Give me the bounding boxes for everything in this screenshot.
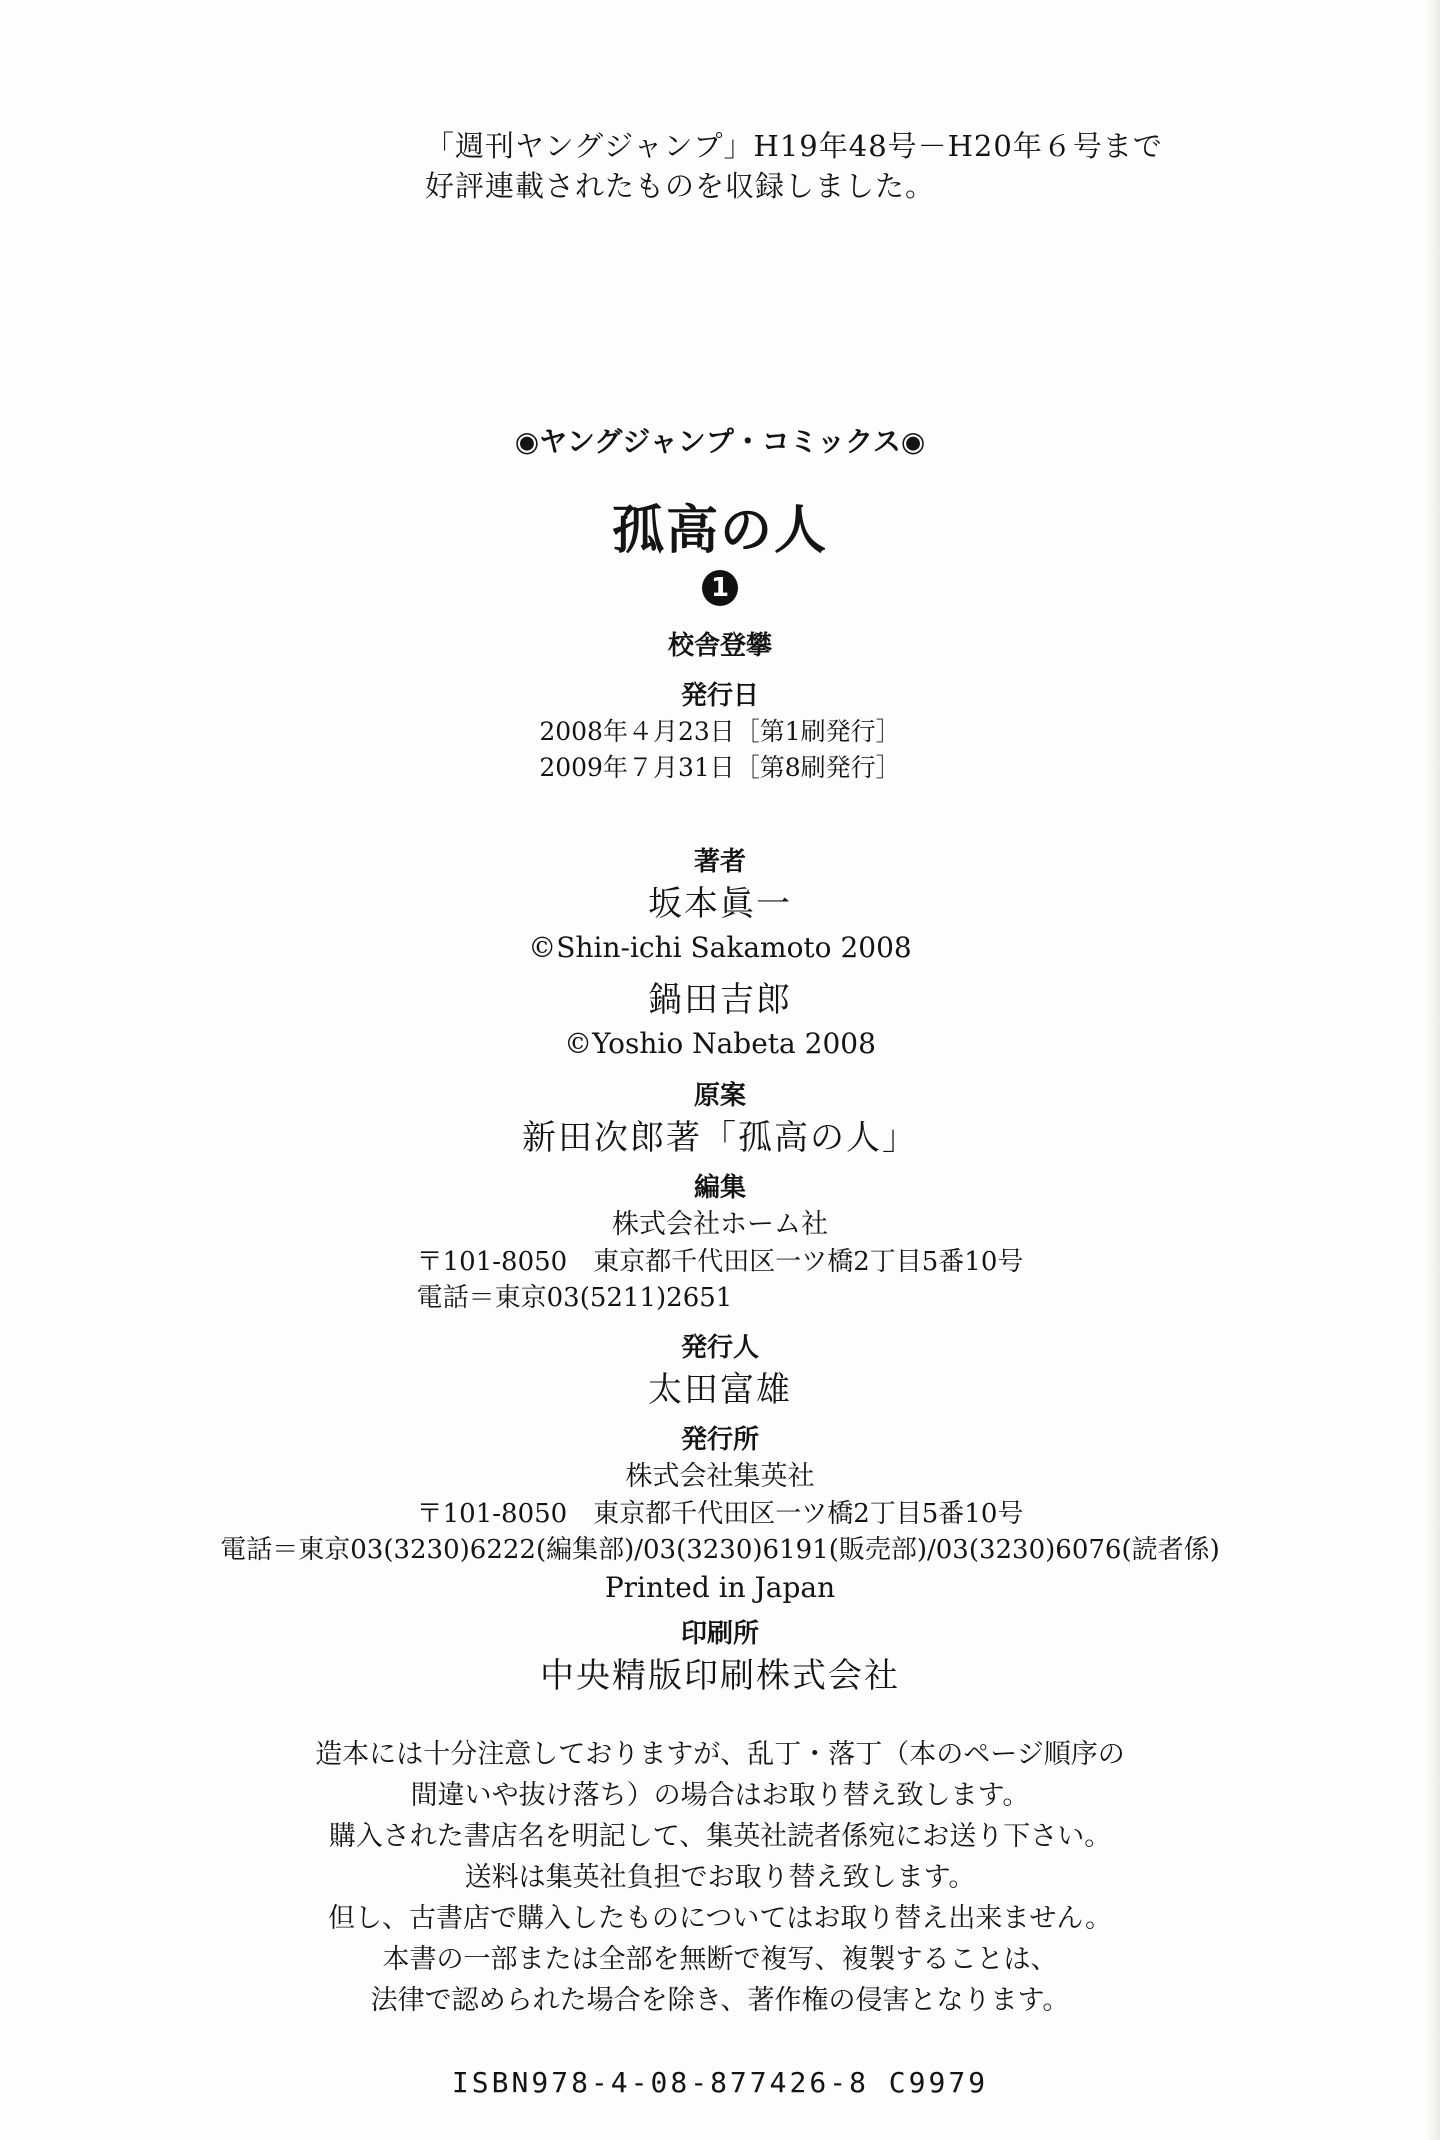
volume-row [0, 564, 1440, 614]
latest-printing-date: 2009年７月31日［第8刷発行］ [539, 753, 901, 782]
author-sakamoto: 坂本眞一 [648, 884, 792, 924]
serialization-line-1: 「週刊ヤングジャンプ」H19年48号－H20年６号まで [425, 129, 1163, 163]
editing-contact [417, 1244, 1024, 1316]
volume-badge: 1 [702, 570, 738, 606]
publisher-person-label: 発行人 [680, 1333, 759, 1363]
publisher-person-name: 太田富雄 [648, 1370, 792, 1410]
editing-phone: 電話＝東京03(5211)2651 [416, 1283, 733, 1313]
notice-line: 法律で認められた場合を除き、著作権の侵害となります。 [370, 1985, 1070, 2016]
notice-line: 送料は集英社負担でお取り替え致します。 [464, 1862, 976, 1893]
notice-line: 購入された書店名を明記して、集英社読者係宛にお送り下さい。 [328, 1821, 1112, 1852]
volume-subtitle: 校舎登攀 [667, 631, 772, 661]
author-sakamoto-copyright: ©Shin-ichi Sakamoto 2008 [528, 931, 912, 964]
book-title: 孤高の人 [611, 501, 828, 561]
notice-block [0, 1734, 1440, 2021]
publication-date-label: 発行日 [680, 681, 759, 711]
serialization-line-2: 好評連載されたものを収録しました。 [425, 169, 936, 203]
author-nabeta-copyright: ©Yoshio Nabeta 2008 [564, 1027, 876, 1060]
notice-line: 本書の一部または全部を無断で複写、複製することは、 [382, 1944, 1058, 1975]
editing-label: 編集 [693, 1173, 746, 1203]
author-nabeta: 鍋田吉郎 [648, 980, 792, 1020]
publisher-house-label: 発行所 [680, 1425, 759, 1455]
printer-label: 印刷所 [680, 1619, 759, 1649]
series-label: ◉ヤングジャンプ・コミックス◉ [514, 425, 926, 458]
first-printing-date: 2008年４月23日［第1刷発行］ [539, 717, 901, 746]
original-work: 新田次郎著「孤高の人」 [522, 1118, 918, 1158]
notice-line: 造本には十分注意しておりますが、乱丁・落丁（本のページ順序の [315, 1739, 1125, 1770]
editing-address: 〒101-8050 東京都千代田区一ツ橋2丁目5番10号 [416, 1247, 1024, 1277]
printed-in-japan: Printed in Japan [604, 1571, 836, 1604]
colophon [0, 422, 1440, 2103]
printer-company: 中央精版印刷株式会社 [540, 1656, 900, 1696]
authors-label: 著者 [693, 847, 746, 877]
notice-line: 間違いや抜け落ち）の場合はお取り替え致します。 [410, 1780, 1030, 1811]
isbn-code: ISBN978-4-08-877426-8 C9979 [451, 2066, 989, 2099]
editing-company: 株式会社ホーム社 [612, 1209, 828, 1240]
notice-line: 但し、古書店で購入したものについてはお取り替え出来ません。 [327, 1903, 1113, 1934]
original-work-label: 原案 [693, 1081, 746, 1111]
publisher-house-company: 株式会社集英社 [625, 1461, 815, 1492]
publisher-house-address: 〒101-8050 東京都千代田区一ツ橋2丁目5番10号 [416, 1499, 1024, 1529]
serialization-note [425, 126, 1163, 206]
publisher-house-phones: 電話＝東京03(3230)6222(編集部)/03(3230)6191(販売部)/03(3230)6076(読者係) [220, 1535, 1220, 1565]
